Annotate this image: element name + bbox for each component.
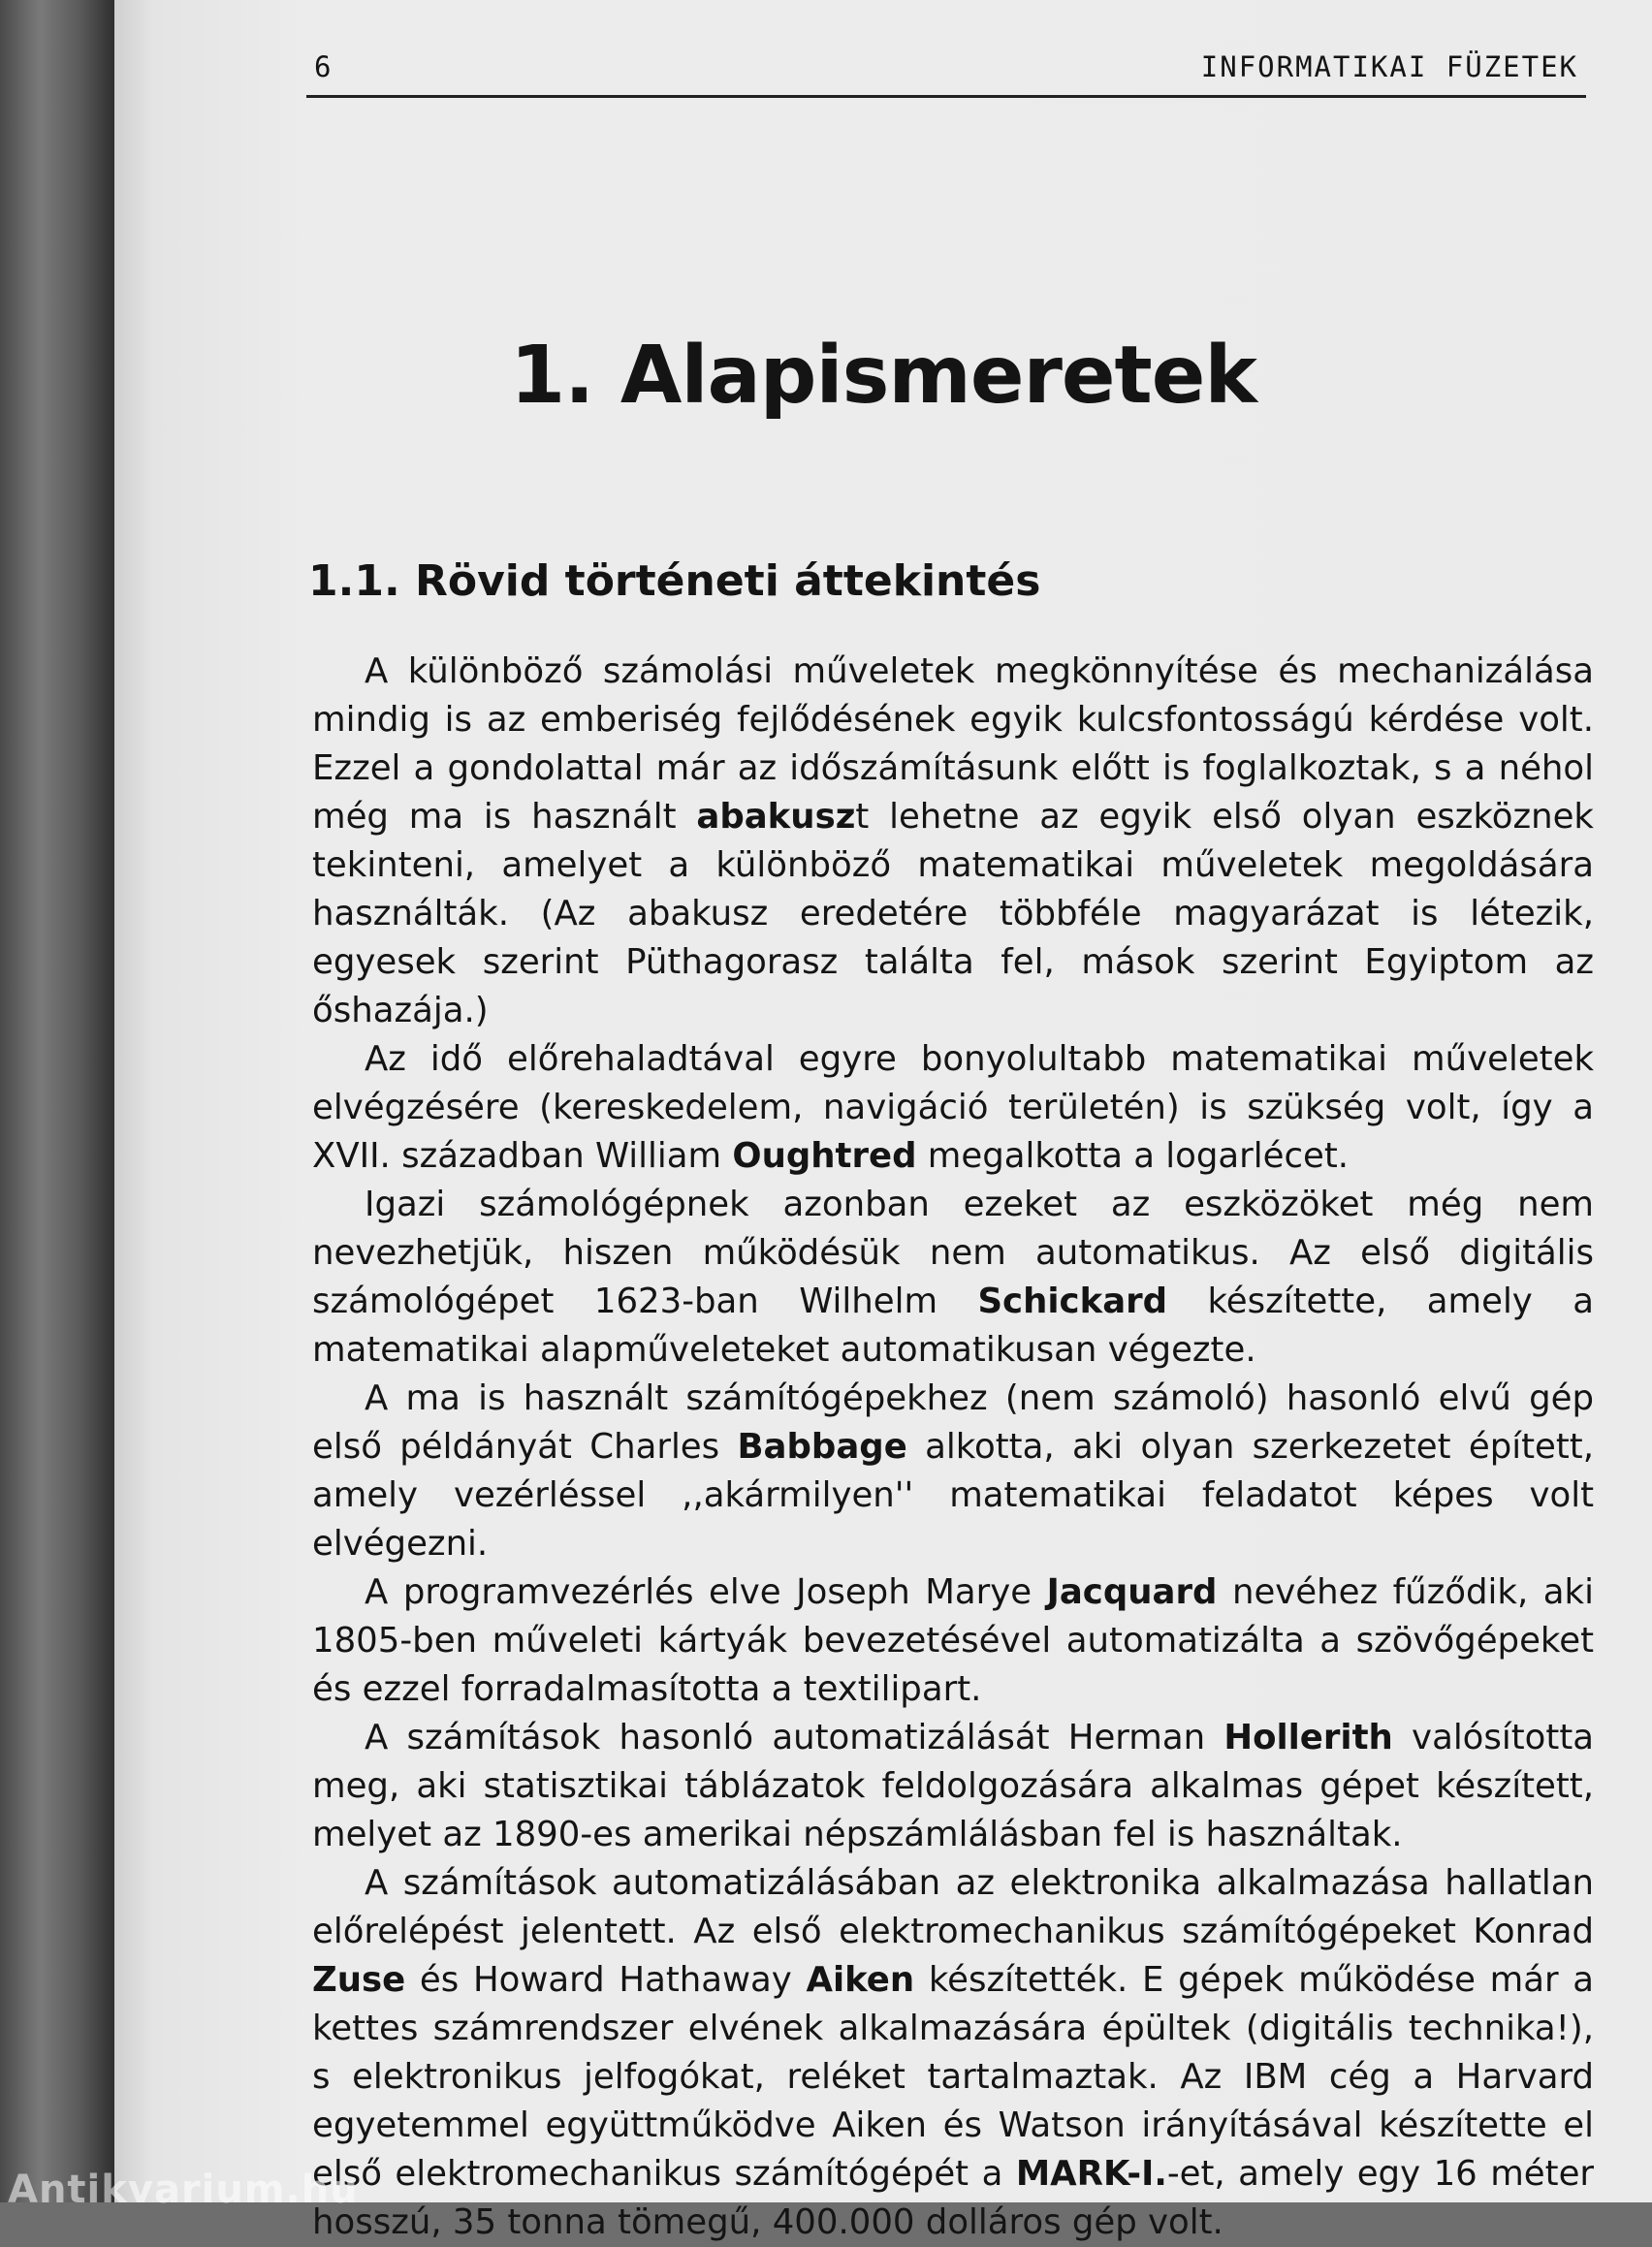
series-title: INFORMATIKAI FÜZETEK <box>1200 50 1578 83</box>
name-aiken: Aiken <box>806 1960 915 2000</box>
name-zuse: Zuse <box>312 1960 406 2000</box>
term-abakusz: abakusz <box>696 797 856 837</box>
chapter-title: 1. Alapismeretek <box>510 330 1256 422</box>
paragraph-babbage: A ma is használt számítógépekhez (nem számoló) hasonló elvű gép első példányát Charles Babbage alkotta, aki olyan szerkezetet épített, amely vezérléssel ,,akármilyen'' matematikai feladatot képes volt elvégezni. <box>312 1378 1594 1564</box>
body-text <box>312 648 1594 2247</box>
paragraph-hollerith: A számítások hasonló automatizálását Herman Hollerith valósította meg, aki statisztikai táblázatok feldolgozására alkalmas gépet készített, melyet az 1890-es amerikai népszámlálásban fel is használtak. <box>312 1718 1594 1854</box>
book-page <box>114 0 1652 2242</box>
paragraph-electromechanical: A számítások automatizálásában az elektronika alkalmazása hallatlan előrelépést jelentett. Az első elektromechanikus számítógépeket Konrad Zuse és Howard Hathaway Aiken készítették. E gépek működése már a kettes számrendszer elvének alkalmazására épültek (digitális technika!), s elektronikus jelfogókat, reléket tartalmaztak. Az IBM cég a Harvard egyetemmel együttműködve Aiken és Watson irányításával készítette el első elektromechanikus számítógépét a MARK-I.-et, amely egy 16 méter hosszú, 35 tonna tömegű, 400.000 dolláros gép volt. <box>312 1863 1594 2242</box>
section-title: 1.1. Rövid történeti áttekintés <box>308 556 1041 606</box>
paragraph-slide-rule: Az idő előrehaladtával egyre bonyolultabb matematikai műveletek elvégzésére (kereskedelem, navigáció területén) is szükség volt, így a XVII. században William Oughtred megalkotta a logarlécet. <box>312 1039 1594 1176</box>
name-babbage: Babbage <box>737 1427 907 1467</box>
watermark: Antikvarium.hu <box>8 2168 359 2212</box>
name-hollerith: Hollerith <box>1223 1718 1393 1757</box>
paragraph-schickard: Igazi számológépnek azonban ezeket az eszközöket még nem nevezhetjük, hiszen működésük nem automatikus. Az első digitális számológépet 1623-ban Wilhelm Schickard készítette, amely a matematikai alapműveleteket automatikusan végezte. <box>312 1185 1594 1370</box>
running-header <box>306 47 1586 98</box>
paragraph-jacquard: A programvezérlés elve Joseph Marye Jacquard nevéhez fűződik, aki 1805-ben műveleti kártyák bevezetésével automatizálta a szövőgépeket és ezzel forradalmasította a textilipart. <box>312 1572 1594 1709</box>
term-mark-i: MARK-I. <box>1015 2154 1167 2194</box>
name-schickard: Schickard <box>977 1282 1168 1321</box>
page-number: 6 <box>314 50 334 83</box>
book-binding-edge <box>0 0 114 2202</box>
name-jacquard: Jacquard <box>1046 1572 1218 1612</box>
paragraph-abacus: A különböző számolási műveletek megkönnyítése és mechanizálása mindig is az emberiség fejlődésének egyik kulcsfontosságú kérdése volt. Ezzel a gondolattal már az időszámításunk előtt is foglalkoztak, s a néhol még ma is használt abakuszt lehetne az egyik első olyan eszköznek tekinteni, amelyet a különböző matematikai műveletek megoldására használták. (Az abakusz eredetére többféle magyarázat is létezik, egyesek szerint Püthagorasz találta fel, mások szerint Egyiptom az őshazája.) <box>312 651 1594 1030</box>
name-oughtred: Oughtred <box>732 1136 917 1176</box>
